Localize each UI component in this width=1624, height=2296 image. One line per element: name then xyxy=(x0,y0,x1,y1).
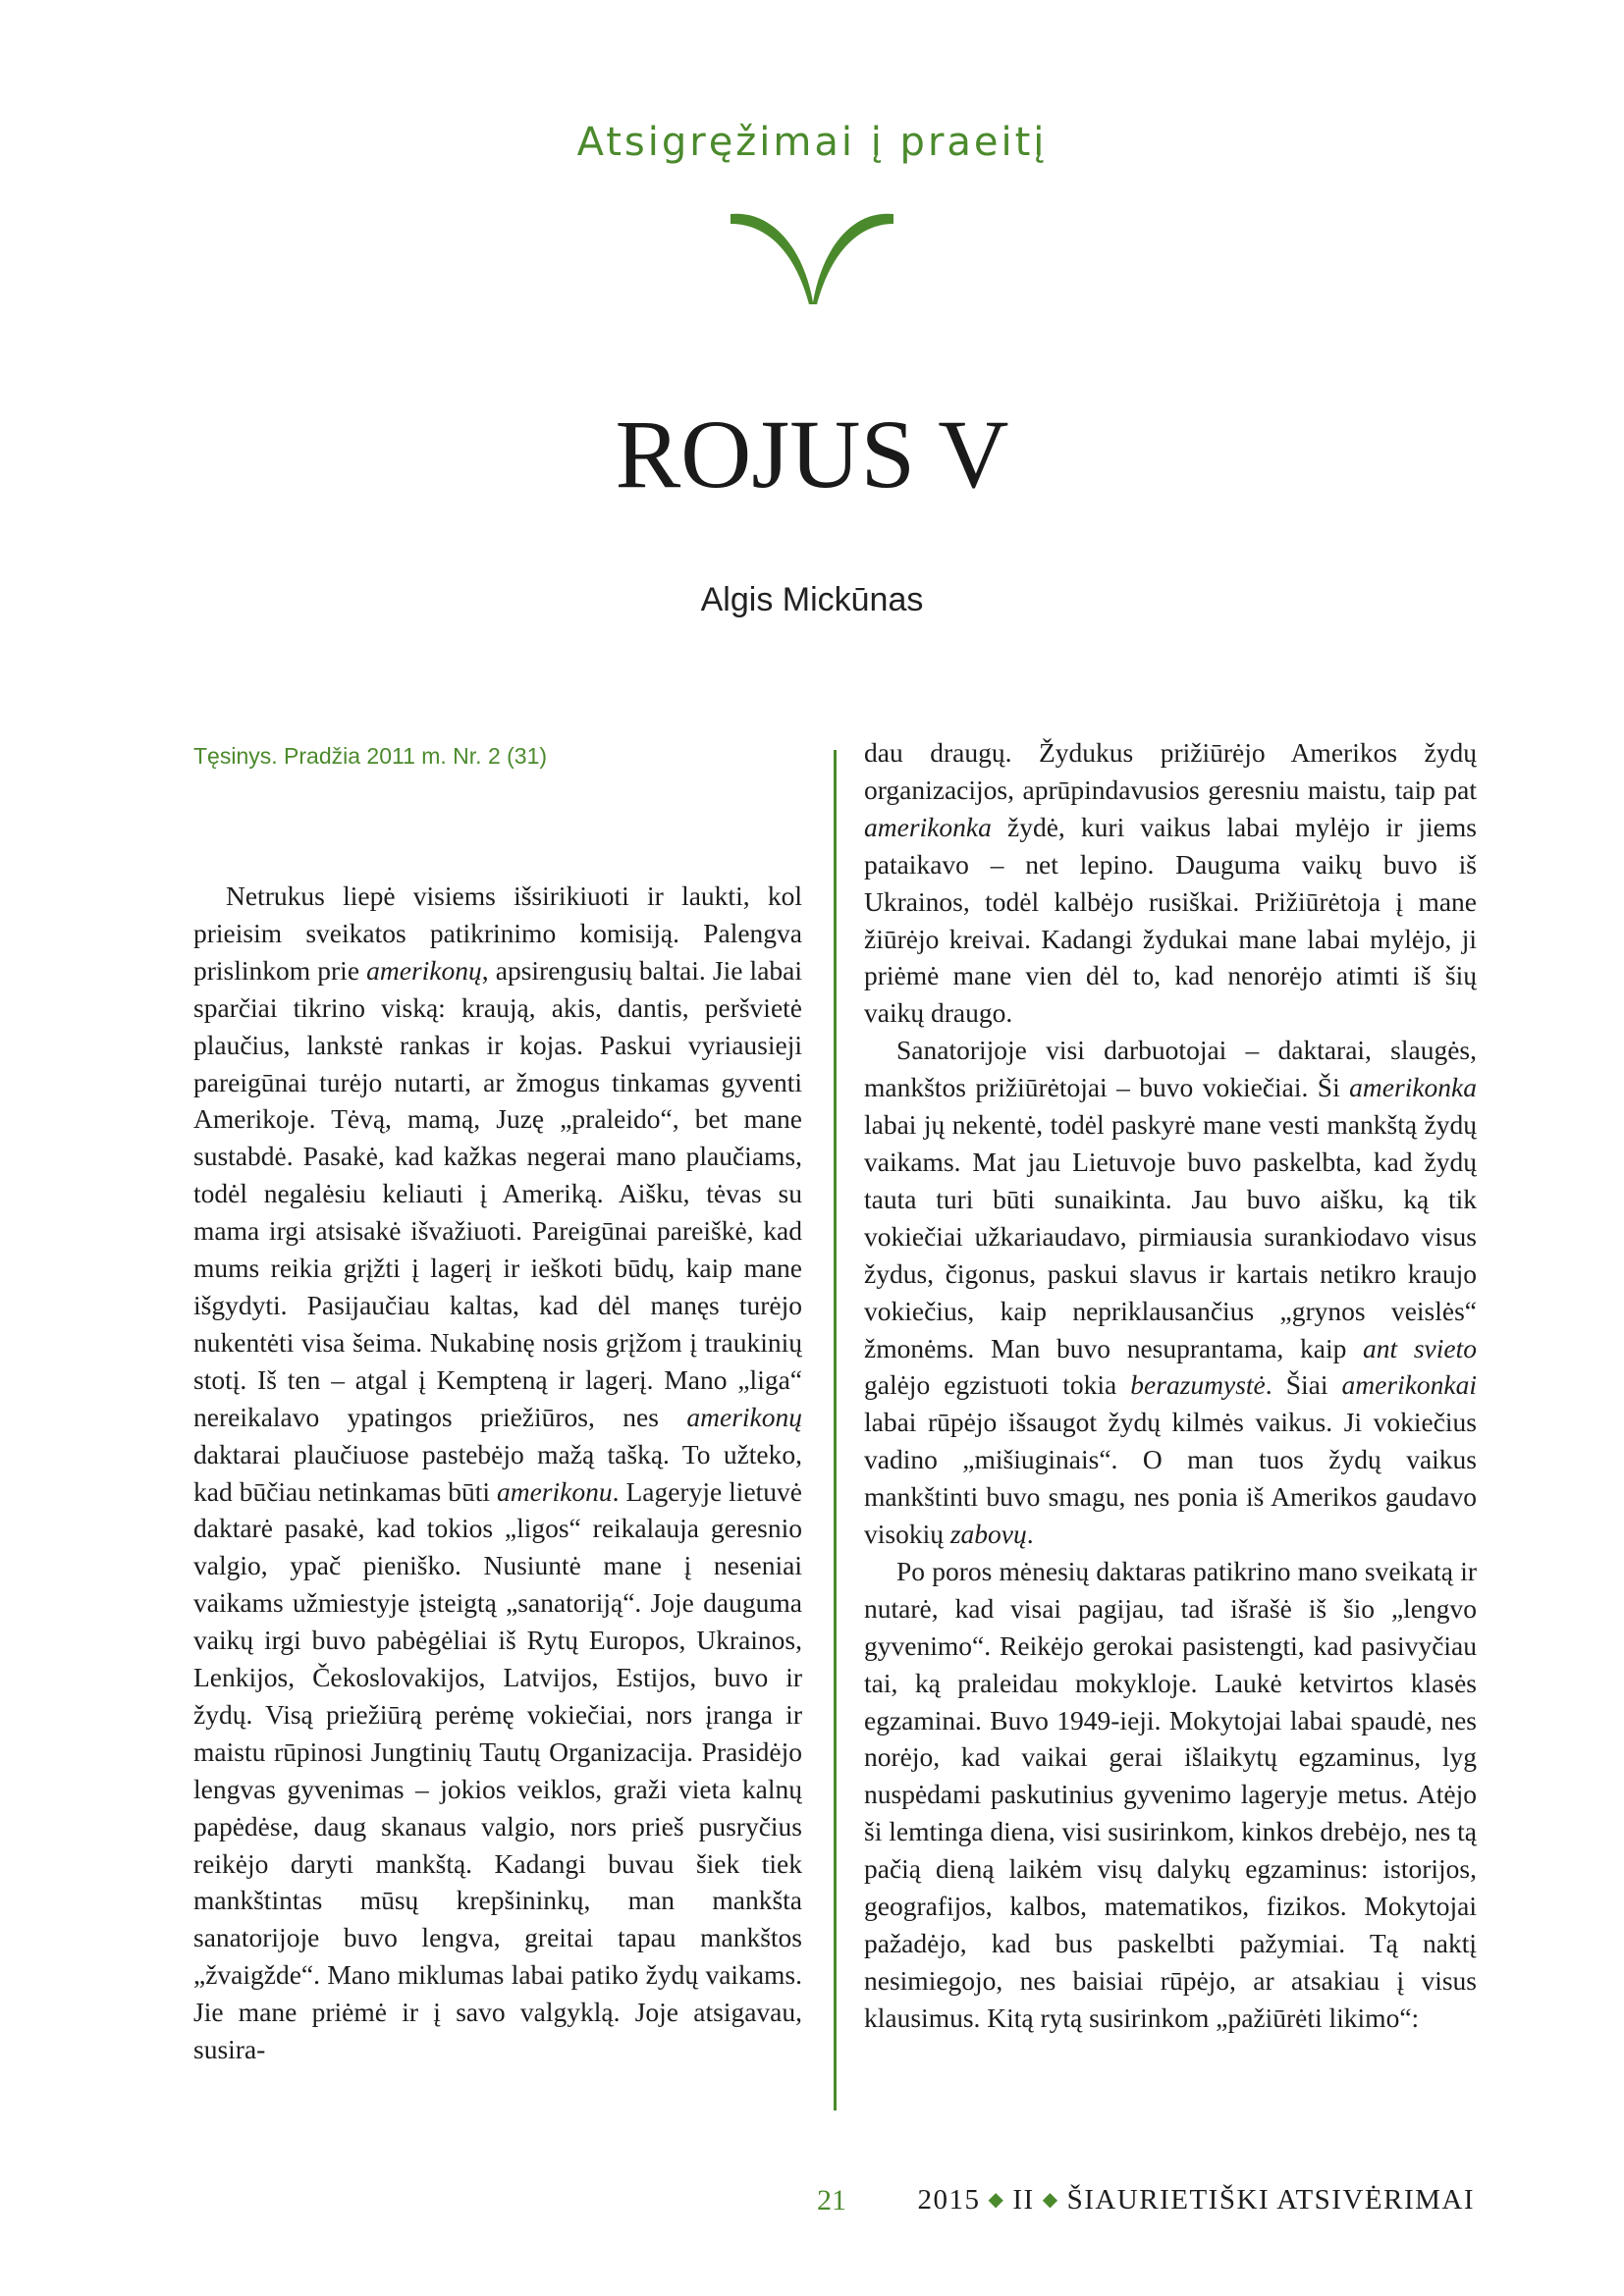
article-title: ROJUS V xyxy=(615,400,1009,508)
text-run: . Lageryje lietuvė daktarė pasakė, kad tokios „ligos“ reikalauja geresnio valgio, ypač pieniško. Nusiuntė mane į neseniai vaikams užmiestyje įsteigtą „sanatoriją“. Joje dauguma vaikų irgi buvo pabėgėliai iš Rytų Europos, Ukrainos, Lenkijos, Čekoslovakijos, Latvijos, Estijos, buvo ir žydų. Visą priežiūrą perėmę vokiečiai, nors įranga ir maistu rūpinosi Jungtinių Tautų Organizacija. Prasidėjo lengvas gyvenimas – jokios veiklos, graži vieta kalnų papėdėse, daug skanaus valgio, nors prieš pusryčius reikėjo daryti mankštą. Kadangi buvau šiek tiek mankštintas mūsų krepšininkų, man mankšta sanatorijoje buvo lengva, greitai tapau mankštos „žvaigžde“. Mano miklumas labai patiko žydų vaikams. Jie mane priėmė ir į savo valgyklą. Joje atsigavau, susira- xyxy=(193,1475,803,2065)
text-run: galėjo egzistuoti tokia xyxy=(864,1369,1131,1401)
text-column-right xyxy=(864,734,1477,2037)
italic-term: amerikonų xyxy=(686,1401,802,1432)
section-label: Atsigręžimai į praeitį xyxy=(576,120,1048,165)
article-author: Algis Mickūnas xyxy=(700,581,924,618)
footer-year: 2015 xyxy=(917,2184,981,2216)
italic-term: berazumystė xyxy=(1130,1369,1266,1401)
italic-term: amerikonkai xyxy=(1341,1369,1478,1401)
italic-term: ant svieto xyxy=(1363,1332,1477,1363)
text-run: labai rūpėjo išsaugot žydų kilmės vaikus. Ji vokiečius vadino „mišiuginais“. O man tuos žydų vaikus mankštinti buvo smagu, nes ponia iš Amerikos gaudavo visokių xyxy=(864,1407,1477,1550)
text-run: žydė, kuri vaikus labai mylėjo ir jiems pataikavo – net lepino. Dauguma vaikų buvo iš Ukrainos, todėl kalbėjo rusiškai. Prižiūrėtoja į mane žiūrėjo kreivai. Kadangi žydukai mane labai mylėjo, ji priėmė mane vien dėl to, kad nenorėjo atimti iš šių vaikų draugo. xyxy=(864,811,1477,1029)
italic-term: amerikonka xyxy=(864,811,992,842)
text-run: , apsirengusių baltai. Jie labai sparčiai tikrino viską: kraują, akis, dantis, peršvietė plaučius, lankstė rankas ir kojas. Paskui vyriausieji pareigūnai turėjo nutarti, ar žmogus tinkamas gyventi Amerikoje. Tėvą, mamą, Juzę „praleido“, bet mane sustabdė. Pasakė, kad kažkas negerai mano plaučiams, todėl negalėsiu keliauti į Ameriką. Aišku, tėvas su mama irgi atsisakė išvažiuoti. Pareigūnai pareiškė, kad mums reikia grįžti į lagerį ir ieškoti būdų, kaip mane išgydyti. Pasijaučiau kaltas, kad dėl manęs turėjo nukentėti visa šeima. Nukabinę nosis grįžom į traukinių stotį. Iš ten – atgal į Kemptеną ir lagerį. Mano „liga“ nereikalavo ypatingos priežiūros, nes xyxy=(193,954,802,1432)
footer-issue: II xyxy=(1012,2184,1035,2216)
continuation-note: Tęsinys. Pradžia 2011 m. Nr. 2 (31) xyxy=(193,743,548,769)
italic-term: amerikonka xyxy=(1349,1072,1477,1103)
paragraph xyxy=(864,1553,1477,2037)
diamond-separator-icon: ◆ xyxy=(988,2189,1005,2211)
text-run: Sanatorijoje visi darbuotojai – daktarai, slaugės, mankštos prižiūrėtojai – buvo vokiečiai. Ši xyxy=(864,1035,1477,1103)
journal-footer xyxy=(917,2184,1475,2216)
page-number: 21 xyxy=(817,2184,846,2216)
diamond-separator-icon: ◆ xyxy=(1042,2189,1059,2211)
text-run: Po poros mėnesių daktaras patikrino mano sveikatą ir nutarė, kad visai pagijau, tad išrašė iš šio „lengvo gyvenimo“. Reikėjo gerokai pasistengti, kad pasivyčiau tai, ką praleidau mokykloje. Laukė ketvirtos klasės egzaminai. Buvo 1949-ieji. Mokytojai labai spaudė, nes norėjo, kad vaikai gerai išlaikytų egzaminus, lyg nuspėdami paskutinius gyvenimo lageryje metus. Atėjo ši lemtinga diena, visi susirinkom, kinkos drebėjo, nes tą pačią dieną laikėm visų dalykų egzaminus: istorijos, geografijos, kalbos, matematikos, fizikos. Mokytojai pažadėjo, kad bus paskelbti pažymiai. Tą naktį nesimiegojo, nes baisiai rūpėjo, ar atsakiau į visus klausimus. Kitą rytą susirinkom „pažiūrėti likimo“: xyxy=(864,1555,1478,2033)
text-run: . xyxy=(1026,1519,1034,1550)
text-run: daktarai plaučiuose pastebėjo mažą tašką. To užteko, kad būčiau netinkamas būti xyxy=(193,1438,802,1507)
text-column-left xyxy=(193,878,802,2068)
text-run: . Šiai xyxy=(1265,1369,1342,1401)
italic-term: amerikonų xyxy=(366,954,482,986)
footer-journal: ŠIAURIETIŠKI ATSIVĖRIMAI xyxy=(1066,2184,1475,2216)
italic-term: zabovų xyxy=(949,1519,1027,1550)
column-divider xyxy=(834,750,837,2110)
text-run: labai jų nekentė, todėl paskyrė mane vesti mankštą žydų vaikams. Mat jau Lietuvoje buvo paskelbta, kad žydų tauta turi būti sunaikinta. Jau buvo aišku, ką tik vokiečiai užkariaudavo, pirmiausia surankiodavo visus žydus, čigonus, paskui slavus ir kartais netikro kraujo vokiečius, kaip nepriklausančius „grynos veislės“ žmonėms. Man buvo nesuprantama, kaip xyxy=(864,1109,1477,1363)
text-run: Netrukus liepė visiems išsirikiuoti ir laukti, kol prieisim sveikatos patikrinimo komisiją. Palengva prislinkom prie xyxy=(193,881,802,986)
paragraph xyxy=(864,734,1477,1032)
paragraph xyxy=(193,878,802,2068)
v-chevron-ornament-icon xyxy=(729,208,895,306)
paragraph xyxy=(864,1032,1477,1553)
text-run: dau draugų. Žydukus prižiūrėjo Amerikos žydų organizacijos, aprūpindavusios geresniu maistu, taip pat xyxy=(864,737,1477,805)
italic-term: amerikonu xyxy=(496,1475,613,1507)
